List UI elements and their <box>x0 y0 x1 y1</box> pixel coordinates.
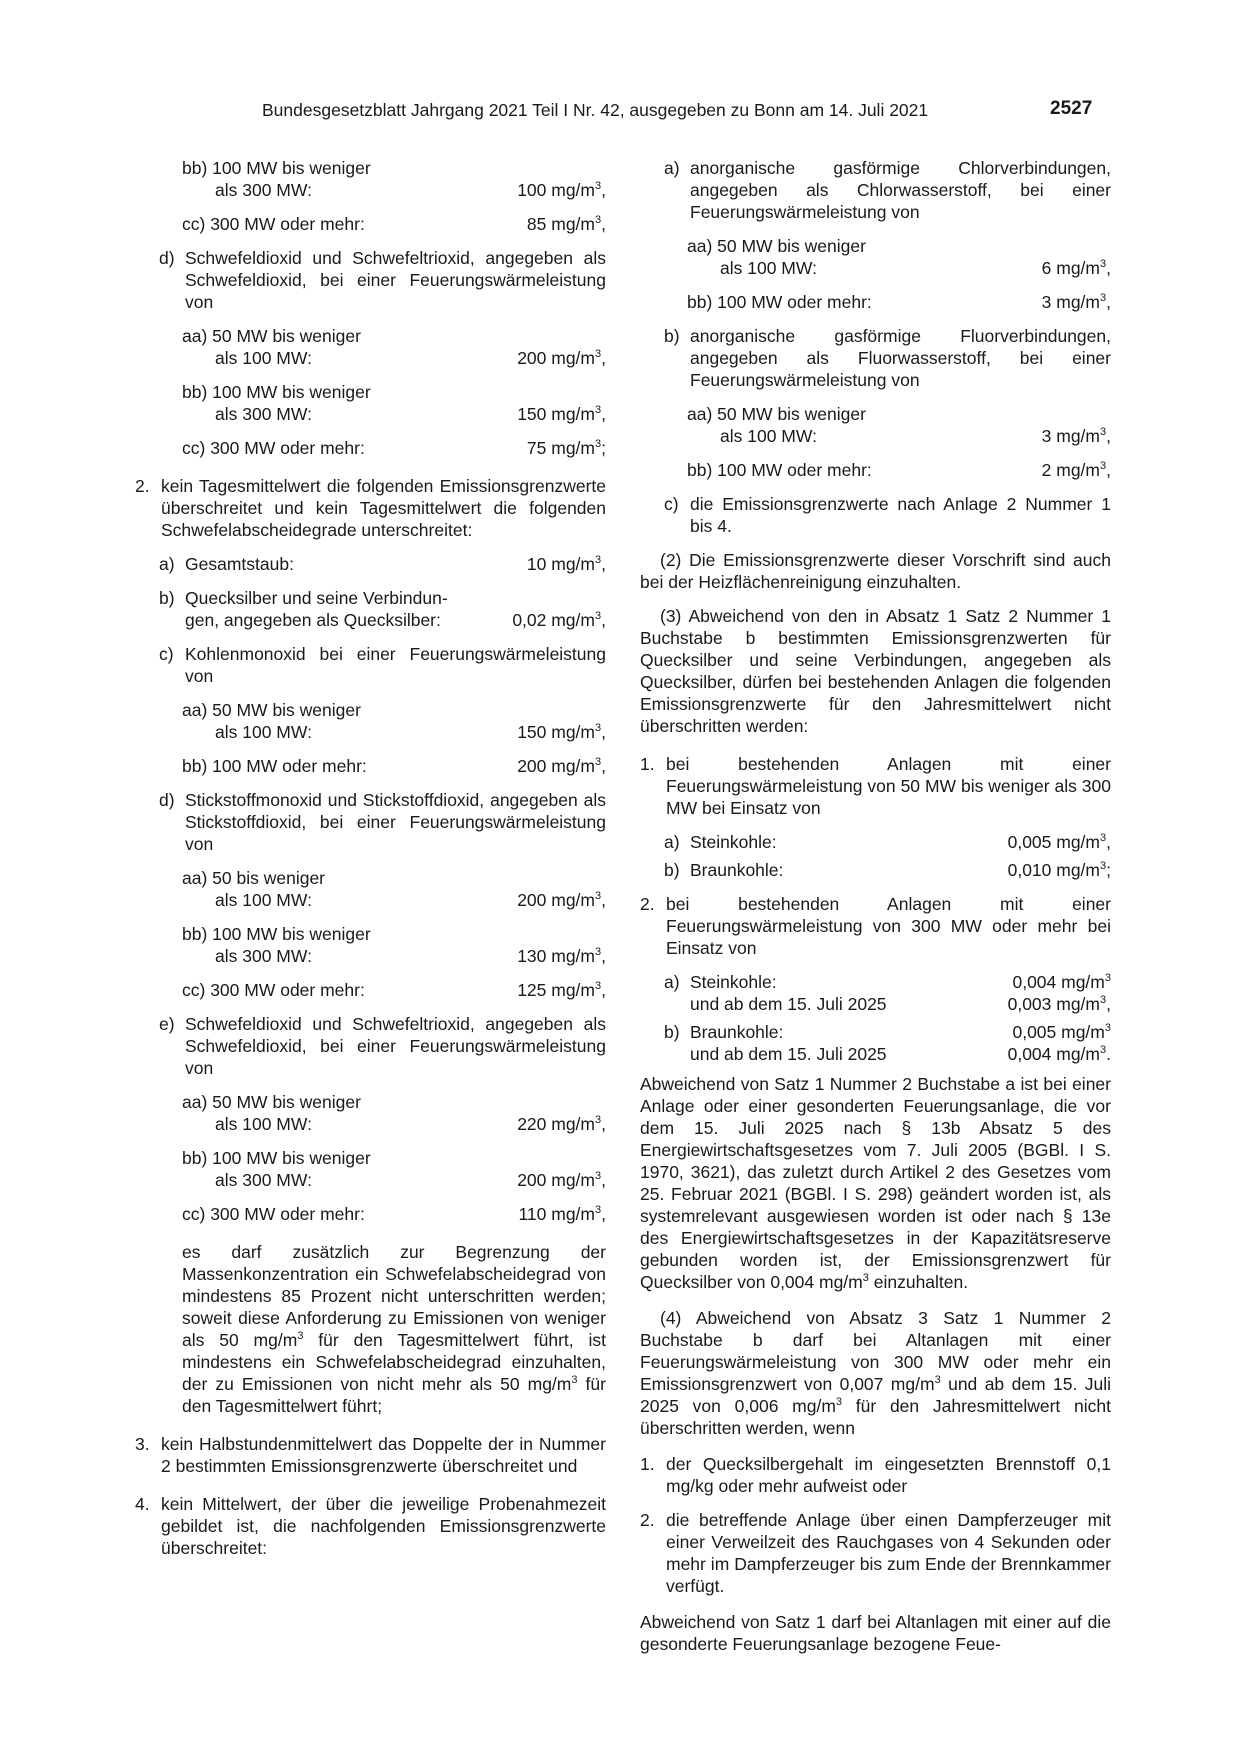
list-item: bb) 100 MW oder mehr: 3 $mg/m^3$, <box>687 292 1111 312</box>
list-item: bb) 100 MW oder mehr: 200 $mg/m^3$, <box>182 756 606 776</box>
list-item: c) die Emissionsgrenzwerte nach Anlage 2 Nummer 1 bis 4. <box>664 494 1111 536</box>
list-item: a) Steinkohle: 0,004 $mg/m^3$ und ab dem 15. Juli 2025 0,003 $mg/m^3$, <box>664 972 1111 1014</box>
list-item: d) Stickstoffmonoxid und Stickstoffdioxid, angegeben als Stickstoffdioxid, bei einer Feuerungswärmeleistung von <box>159 790 606 854</box>
list-item: cc) 300 MW oder mehr: 85 $mg/m^3$, <box>182 214 606 234</box>
paragraph: Abweichend von Satz 1 darf bei Altanlagen mit einer auf die gesonderte Feuerungsanlage bezogene Feue- <box>640 1612 1111 1654</box>
list-item: 2. bei bestehenden Anlagen mit einer Feuerungswärmeleistung von 300 MW oder mehr bei Einsatz von <box>640 894 1111 958</box>
list-item: cc) 300 MW oder mehr: 110 $mg/m^3$, <box>182 1204 606 1224</box>
list-item: cc) 300 MW oder mehr: 125 $mg/m^3$, <box>182 980 606 1000</box>
paragraph: Abweichend von Satz 1 Nummer 2 Buchstabe a ist bei einer Anlage oder einer gesonderten Feuerungsanlage, die vor dem 15. Juli 2025 nach § 13b Absatz 5 des Energiewirtschaftsgesetzes vom 7. Juli 2005 (BGBl. I S. 1970, 3621), das zuletzt durch Artikel 2 des Gesetzes vom 25. Februar 2021 (BGBl. I S. 298) geändert worden ist, als systemrelevant ausgewiesen worden ist oder nach § 13e des Energiewirtschaftsgesetzes in der Kapazitätsreserve gebunden worden ist, der Emissionsgrenzwert für Quecksilber von 0,004 $mg/m^3$ einzuhalten. <box>640 1074 1111 1292</box>
list-item: bb) 100 MW oder mehr: 2 $mg/m^3$, <box>687 460 1111 480</box>
list-item: 4. kein Mittelwert, der über die jeweilige Probenahmezeit gebildet ist, die nachfolgenden Emissionsgrenzwerte überschreitet: <box>135 1494 606 1558</box>
list-item: 1. der Quecksilbergehalt im eingesetzten Brennstoff 0,1 mg/kg oder mehr aufweist oder <box>640 1454 1111 1496</box>
list-item: a) anorganische gasförmige Chlorverbindungen, angegeben als Chlorwasserstoff, bei einer Feuerungswärmeleistung von <box>664 158 1111 222</box>
list-item: aa) 50 MW bis weniger als 100 MW: 6 $mg/m^3$, <box>687 236 1111 278</box>
paragraph: es darf zusätzlich zur Begrenzung der Massenkonzentration ein Schwefelabscheidegrad von mindestens 85 Prozent nicht unterschritten werden; soweit diese Anforderung zu Emissionen von weniger als 50 $mg/m^3$ für den Tagesmittelwert führt, ist mindestens ein Schwefelabscheidegrad einzuhalten, der zu Emissionen von nicht mehr als 50 $mg/m^3$ für den Tagesmittelwert führt; <box>182 1242 606 1416</box>
list-item: 2. kein Tagesmittelwert die folgenden Emissionsgrenzwerte überschreitet und kein Tagesmittelwert die folgenden Schwefelabscheidegrade unterschreitet: <box>135 476 606 540</box>
list-item: c) Kohlenmonoxid bei einer Feuerungswärmeleistung von <box>159 644 606 686</box>
list-item: a) Steinkohle: 0,005 $mg/m^3$, <box>664 832 1111 852</box>
list-item: a) Gesamtstaub: 10 $mg/m^3$, <box>159 554 606 574</box>
running-header: Bundesgesetzblatt Jahrgang 2021 Teil I Nr. 42, ausgegeben zu Bonn am 14. Juli 2021 <box>262 100 929 120</box>
paragraph: (4) Abweichend von Absatz 3 Satz 1 Nummer 2 Buchstabe b darf bei Altanlagen mit einer Feuerungswärmeleistung von 300 MW oder mehr ein Emissionsgrenzwert von 0,007 $mg/m^3$ und ab dem 15. Juli 2025 von 0,006 $mg/m^3$ für den Jahresmittelwert nicht überschritten werden, wenn <box>640 1308 1112 1438</box>
list-item: bb) 100 MW bis weniger als 300 MW: 150 $mg/m^3$, <box>182 382 606 424</box>
list-item: aa) 50 bis weniger als 100 MW: 200 $mg/m^3$, <box>182 868 606 910</box>
list-item: e) Schwefeldioxid und Schwefeltrioxid, angegeben als Schwefeldioxid, bei einer Feuerungswärmeleistung von <box>159 1014 606 1078</box>
list-item: bb) 100 MW bis weniger als 300 MW: 200 $mg/m^3$, <box>182 1148 606 1190</box>
list-item: 1. bei bestehenden Anlagen mit einer Feuerungswärmeleistung von 50 MW bis weniger als 300 MW bei Einsatz von <box>640 754 1111 818</box>
right-column <box>640 157 1111 1655</box>
list-item: 3. kein Halbstundenmittelwert das Doppelte der in Nummer 2 bestimmten Emissionsgrenzwerte überschreitet und <box>135 1434 606 1476</box>
list-item: bb) 100 MW bis weniger als 300 MW: 130 $mg/m^3$, <box>182 924 606 966</box>
list-item: b) anorganische gasförmige Fluorverbindungen, angegeben als Fluorwasserstoff, bei einer Feuerungswärmeleistung von <box>664 326 1111 390</box>
list-item: d) Schwefeldioxid und Schwefeltrioxid, angegeben als Schwefeldioxid, bei einer Feuerungswärmeleistung von <box>159 248 606 312</box>
list-item: aa) 50 MW bis weniger als 100 MW: 220 $mg/m^3$, <box>182 1092 606 1134</box>
list-item: cc) 300 MW oder mehr: 75 $mg/m^3$; <box>182 438 606 458</box>
list-item: aa) 50 MW bis weniger als 100 MW: 3 $mg/m^3$, <box>687 404 1111 446</box>
list-item: b) Quecksilber und seine Verbindun- gen, angegeben als Quecksilber: 0,02 $mg/m^3$, <box>159 588 606 630</box>
paragraph: (2) Die Emissionsgrenzwerte dieser Vorschrift sind auch bei der Heizflächenreinigung einzuhalten. <box>640 550 1111 592</box>
left-column <box>135 157 606 1559</box>
list-item: aa) 50 MW bis weniger als 100 MW: 200 $mg/m^3$, <box>182 326 606 368</box>
list-item: b) Braunkohle: 0,010 $mg/m^3$; <box>664 860 1111 880</box>
list-item: bb) 100 MW bis weniger als 300 MW: 100 $mg/m^3$, <box>182 158 606 200</box>
page-number: 2527 <box>1050 98 1093 119</box>
list-item: aa) 50 MW bis weniger als 100 MW: 150 $mg/m^3$, <box>182 700 606 742</box>
list-item: 2. die betreffende Anlage über einen Dampferzeuger mit einer Verweilzeit des Rauchgases von 4 Sekunden oder mehr im Dampferzeuger bis zum Ende der Brennkammer verfügt. <box>640 1510 1111 1596</box>
list-item: b) Braunkohle: 0,005 $mg/m^3$ und ab dem 15. Juli 2025 0,004 $mg/m^3$. <box>664 1022 1111 1064</box>
paragraph: (3) Abweichend von den in Absatz 1 Satz 2 Nummer 1 Buchstabe b bestimmten Emissionsgrenzwerten für Quecksilber und seine Verbindungen, angegeben als Quecksilber, dürfen bei bestehenden Anlagen die folgenden Emissionsgrenzwerte für den Jahresmittelwert nicht überschritten werden: <box>640 606 1111 736</box>
